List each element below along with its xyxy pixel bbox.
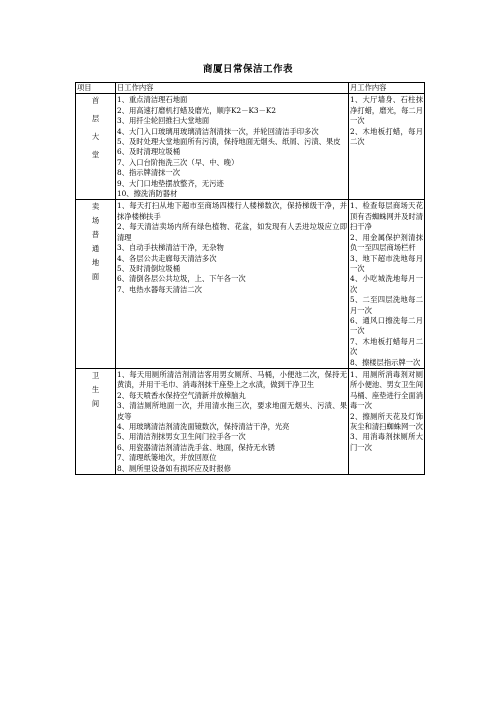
daily-item: 4、用玻璃清洁剂清洗面镜数次，保持清洁干净，光亮	[117, 422, 290, 431]
header-row	[76, 83, 425, 94]
daily-item: 7、清理纸篓地次，并放回原位	[117, 453, 217, 463]
daily-item: 1、每天打扫从地下超市至商场四楼行人楼梯数次，保持梯级干净，并抹净楼梯扶手	[117, 201, 347, 221]
daily-item: 7、电热水器每天清洁二次	[117, 284, 202, 294]
cleaning-schedule-table	[75, 82, 425, 475]
page-title: 商厦日常保洁工作表	[202, 64, 293, 75]
monthly-content	[349, 94, 425, 200]
monthly-content	[349, 200, 425, 369]
daily-item: 2、每天清洁卖场内所有绿色植物、花盆，如发现有人丢进垃圾应立即清理	[117, 222, 347, 242]
area-char: 间	[91, 398, 100, 408]
area-char: 面	[91, 272, 100, 282]
area-char: 首	[91, 96, 100, 106]
monthly-item: 7、木地板打蜡每月二次	[350, 336, 423, 357]
daily-item: 7、入口台阶拖洗三次（早、中、晚）	[117, 157, 239, 167]
section-row	[76, 94, 425, 200]
monthly-content	[349, 368, 425, 474]
monthly-item: 1、用厕所消毒剂对厕所小便池、男女卫生间马桶、座垫进行全面消毒一次	[350, 369, 423, 411]
monthly-item: 2、木地板打蜡，每月二次	[350, 126, 423, 147]
daily-item: 4、各层公共走廊每天清洁多次	[117, 253, 217, 263]
daily-item: 2、用高速打磨机打蜡及磨光，顺序K2－K3－K2	[117, 105, 276, 115]
monthly-item: 3、地下超市洗地每月一次	[350, 253, 423, 273]
daily-item: 5、及时清倒垃圾桶	[117, 263, 181, 273]
area-char: 场	[91, 216, 100, 226]
daily-item: 5、及时处理大堂地面所有污渍，保持地面无烟头、纸屑、污渍、果皮	[117, 137, 341, 147]
area-char: 堂	[91, 150, 100, 160]
daily-content	[116, 200, 349, 369]
daily-item: 2、每天喷香水保持空气清新并放樟脑丸	[117, 390, 246, 400]
daily-item: 10、擦洗消防器材	[117, 189, 178, 199]
monthly-item: 2、用金属保护剂清抹负一至四层商场栏杆	[350, 232, 423, 253]
monthly-item: 4、小吃城洗地每月一次	[350, 274, 423, 294]
daily-content	[116, 368, 349, 474]
daily-item: 6、清倒各层公共垃圾，上、下午各一次	[117, 274, 246, 284]
daily-item: 5、用清洁剂抹男女卫生间门拉手各一次	[117, 432, 246, 442]
area-char: 层	[91, 114, 100, 124]
daily-item: 3、自动手扶梯清洁干净，无杂物	[117, 243, 224, 253]
section-area-label	[76, 94, 116, 200]
header-daily: 日工作内容	[116, 83, 349, 94]
monthly-item: 3、用消毒剂抹厕所大门一次	[350, 432, 423, 452]
section-area-label	[76, 200, 116, 369]
daily-item: 1、每天用厕所清洁剂清洁客用男女厕所、马桶，小便池二次，保持无黄渍，并用干毛巾、消毒剂抹干座垫上之水渍，做到干净卫生	[117, 369, 347, 390]
area-char: 地	[91, 258, 100, 268]
daily-item: 8、指示牌清抹一次	[117, 168, 181, 178]
section-area-label	[76, 368, 116, 474]
daily-item: 3、清洁厕所地面一次，并用清水拖三次，要求地面无烟头、污渍、果皮等	[117, 401, 347, 421]
daily-item: 3、用扦尘轮回推扫大堂地面	[117, 116, 210, 126]
daily-item: 8、厕所里设备如有损坏应及时报修	[117, 463, 232, 473]
monthly-item: 1、大厅墙身、石柱抹净打蜡，磨光，每二月一次	[350, 95, 423, 126]
section-row	[76, 200, 425, 369]
monthly-item: 5、二至四层洗地每二月一次	[350, 295, 423, 315]
monthly-item: 6、通风口擦洗每二月一次	[350, 315, 423, 336]
monthly-item: 1、检查每层商场天花顶有否蜘蛛网并及时清扫干净	[350, 201, 423, 232]
daily-item: 6、及时清理垃圾桶	[117, 147, 181, 157]
header-monthly: 月工作内容	[349, 83, 425, 94]
monthly-item: 8、擦楼层指示牌一次	[350, 357, 421, 367]
header-area: 项目	[76, 83, 116, 94]
area-char: 普	[91, 230, 100, 240]
daily-content	[116, 94, 349, 200]
daily-item: 6、用瓷器清洁剂清洁洗手盆、地面，保持无水锈	[117, 442, 275, 452]
area-char: 生	[91, 384, 100, 394]
section-row	[76, 368, 425, 474]
area-char: 通	[91, 244, 100, 254]
daily-item: 9、大门口地垫摆放整齐，无污迹	[117, 178, 224, 188]
area-char: 卫	[91, 370, 100, 380]
area-char: 卖	[91, 202, 100, 212]
daily-item: 1、重点清洁理石地面	[117, 95, 188, 105]
daily-item: 4、大门入口玻璃用玻璃清洁剂清抹一次，并轮回清洁手印多次	[117, 126, 319, 136]
monthly-item: 2、擦厕所天花及灯饰灰尘和清扫蜘蛛网一次	[350, 411, 423, 431]
area-char: 大	[91, 132, 100, 142]
